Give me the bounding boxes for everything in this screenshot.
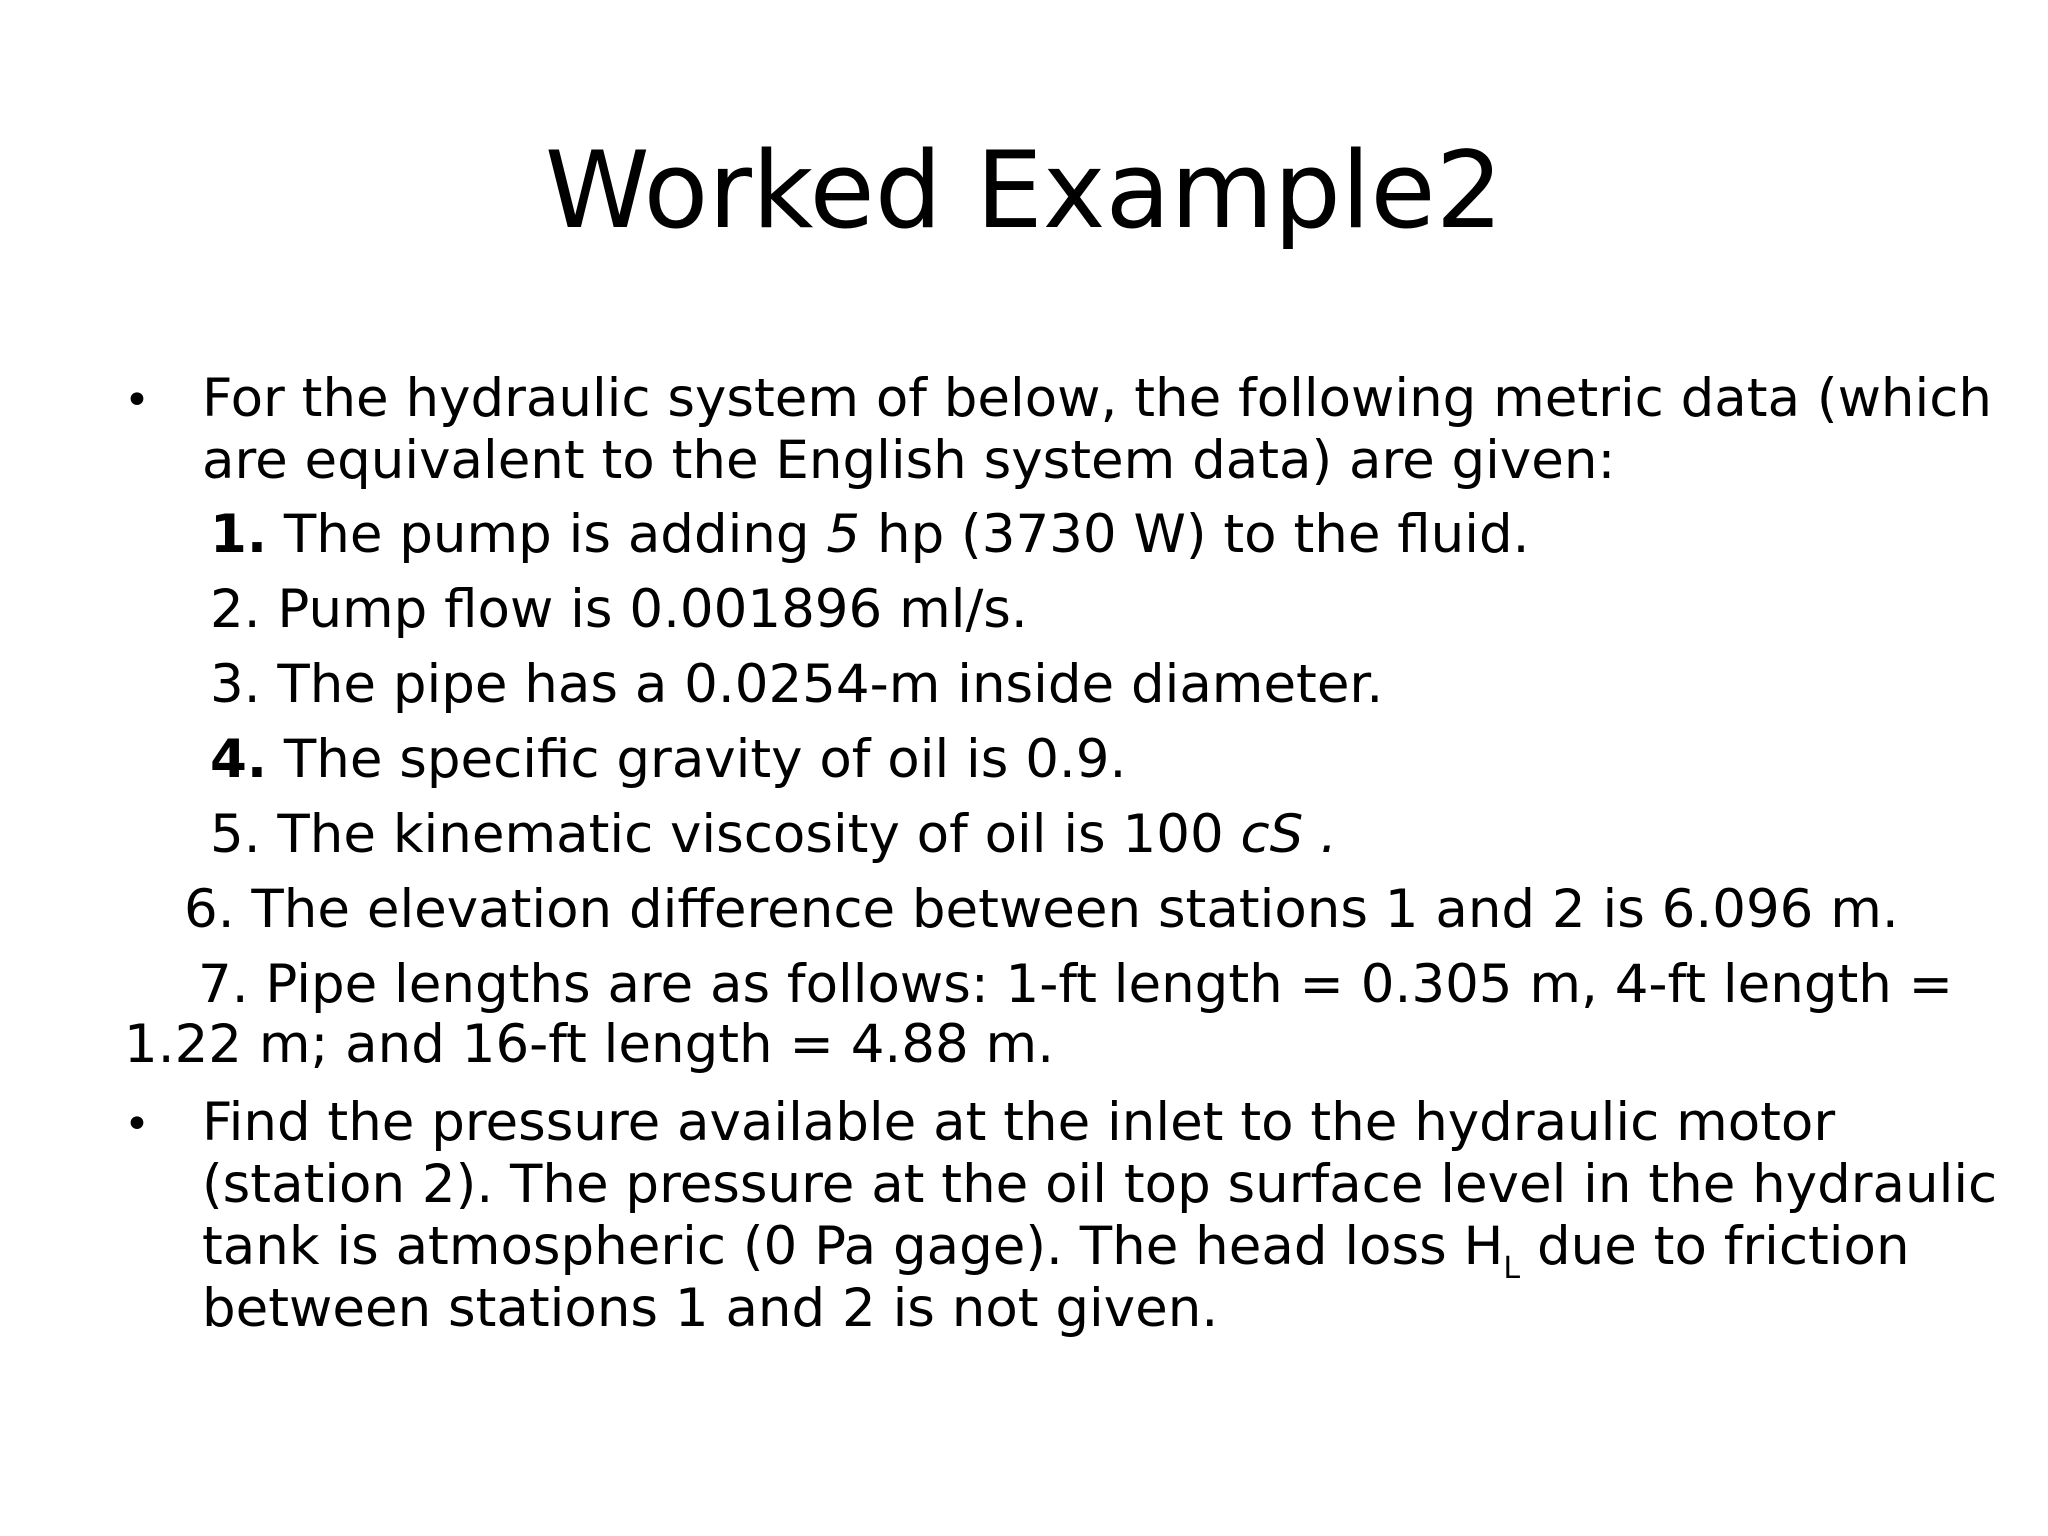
list-item-2 (210, 579, 1028, 641)
list-item-1 (210, 504, 1529, 566)
item-4-text: The specific gravity of oil is 0.9. (267, 729, 1127, 790)
item-7-text-line-1: Pipe lengths are as follows: 1-ft length = 0.305 m, 4-ft length = (248, 954, 1954, 1015)
item-3-number: 3. (210, 654, 261, 715)
item-5-text-em: cS . (1240, 804, 1337, 865)
intro-line-1: For the hydraulic system of below, the following metric data (which (202, 368, 1992, 429)
question-line-3 (202, 1216, 1910, 1286)
item-6-text: The elevation difference between stations 1 and 2 is 6.096 m. (234, 879, 1899, 940)
question-line-3-post: due to friction (1520, 1216, 1910, 1277)
question-line-3-pre: tank is atmospheric (0 Pa gage). The head loss H (202, 1216, 1504, 1277)
bullet-icon: • (124, 1099, 150, 1150)
list-item-7 (198, 954, 1953, 1016)
item-1-text-pre: The pump is adding (267, 504, 827, 565)
list-item-7-continuation: 1.22 m; and 16-ft length = 4.88 m. (124, 1014, 1055, 1075)
item-1-text-em: 5 (826, 504, 861, 565)
question-line-1: Find the pressure available at the inlet to the hydraulic motor (202, 1092, 1836, 1153)
item-3-text: The pipe has a 0.0254-m inside diameter. (260, 654, 1384, 715)
question-line-4: between stations 1 and 2 is not given. (202, 1278, 1219, 1339)
bullet-icon: • (124, 375, 150, 426)
list-item-4 (210, 729, 1126, 791)
item-7-number: 7. (198, 954, 249, 1015)
list-item-5 (210, 804, 1337, 866)
item-2-number: 2. (210, 579, 261, 640)
item-5-text-pre: The kinematic viscosity of oil is 100 (260, 804, 1241, 865)
item-1-text-post: hp (3730 W) to the fluid. (860, 504, 1530, 565)
list-item-3 (210, 654, 1383, 716)
question-line-2: (station 2). The pressure at the oil top surface level in the hydraulic (202, 1154, 1998, 1215)
item-6-number: 6. (184, 879, 235, 940)
item-4-number: 4. (210, 729, 268, 790)
item-5-number: 5. (210, 804, 261, 865)
head-loss-subscript: L (1503, 1251, 1521, 1286)
item-2-text: Pump flow is 0.001896 ml/s. (260, 579, 1028, 640)
intro-line-2: are equivalent to the English system data) are given: (202, 430, 1616, 491)
slide-title: Worked Example2 (544, 129, 1504, 252)
item-1-number: 1. (210, 504, 268, 565)
list-item-6 (184, 879, 1899, 941)
